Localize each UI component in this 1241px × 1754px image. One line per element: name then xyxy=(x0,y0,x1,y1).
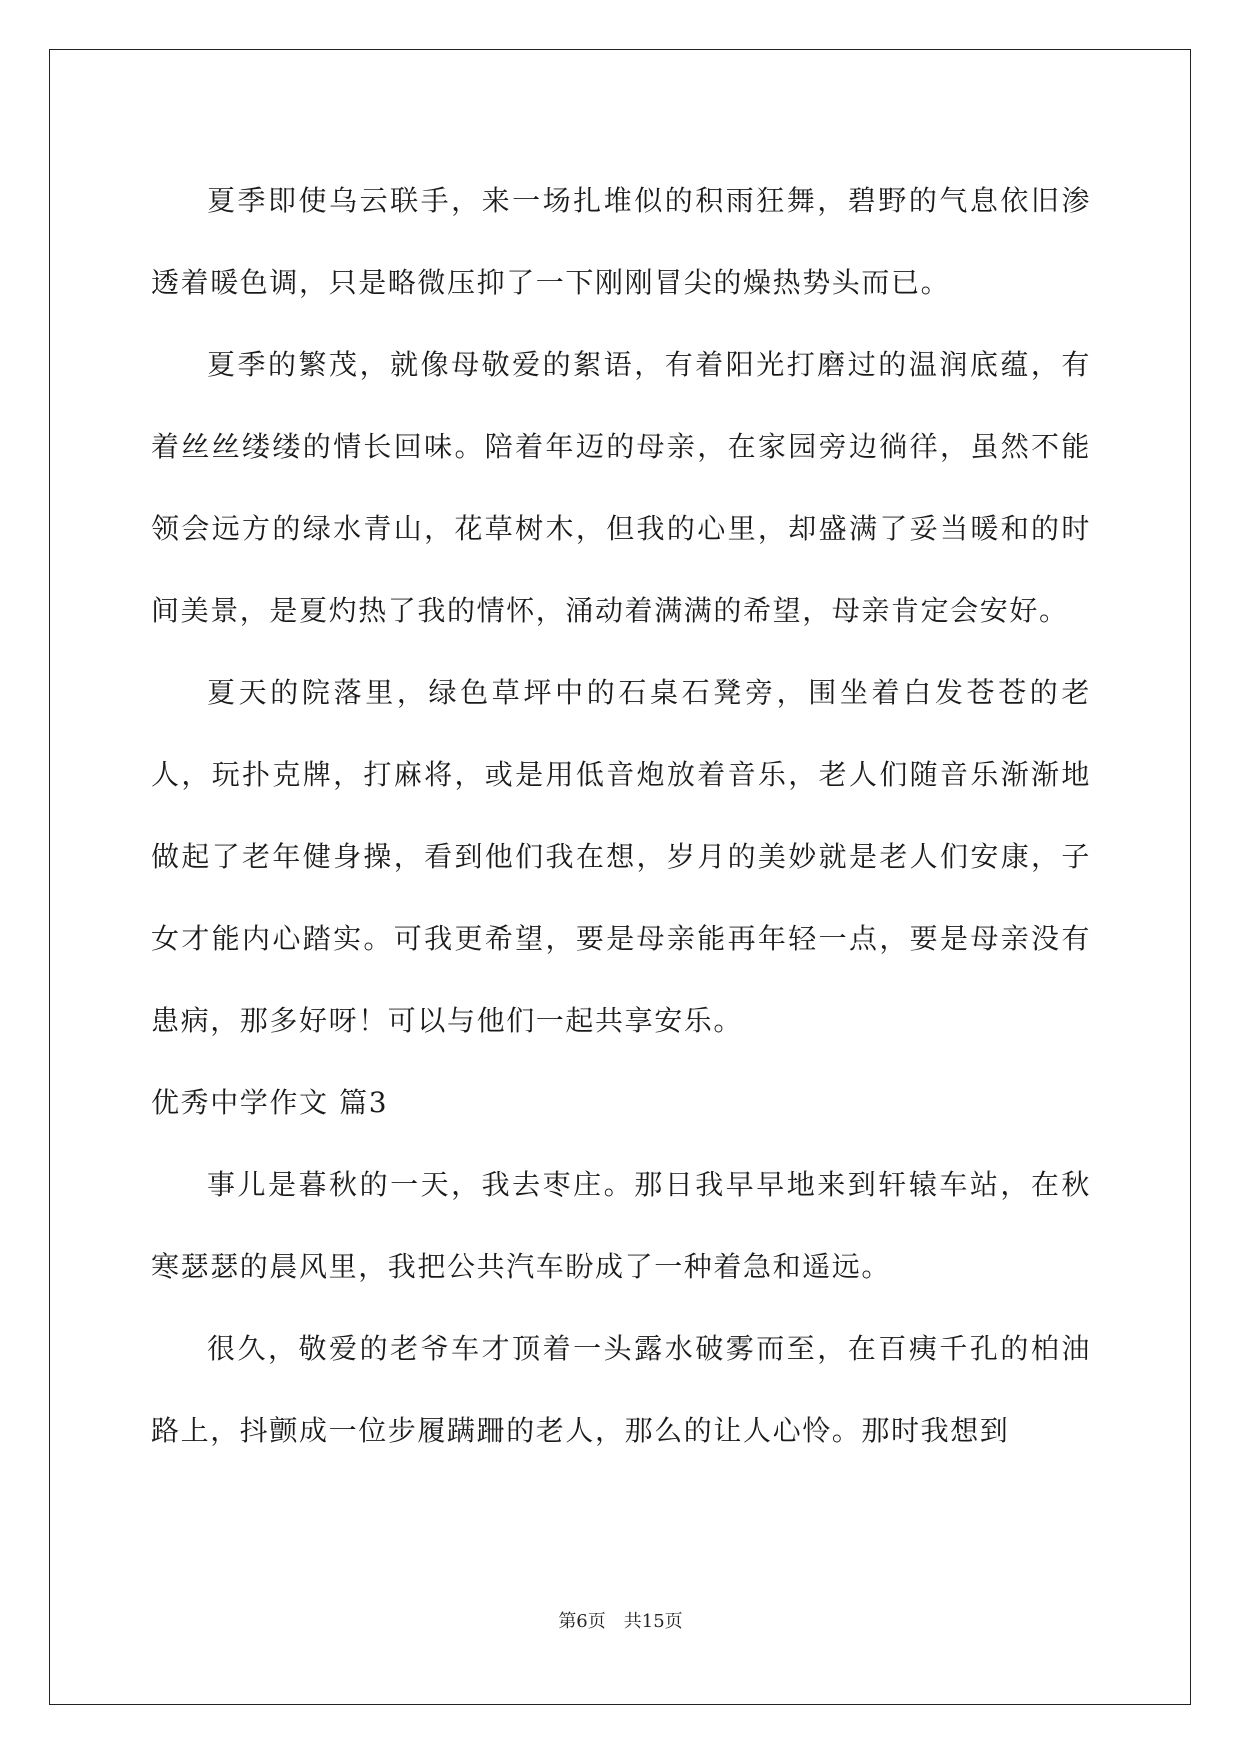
paragraph: 很久，敬爱的老爷车才顶着一头露水破雾而至，在百痍千孔的柏油路上，抖颤成一位步履蹒跚的老人，那么的让人心怜。那时我想到 xyxy=(151,1332,1091,1447)
paragraph: 夏天的院落里，绿色草坪中的石桌石凳旁，围坐着白发苍苍的老人，玩扑克牌，打麻将，或是用低音炮放着音乐，老人们随音乐渐渐地做起了老年健身操，看到他们我在想，岁月的美妙就是老人们安康，子女才能内心踏实。可我更希望，要是母亲能再年轻一点，要是母亲没有患病，那多好呀！可以与他们一起共享安乐。 xyxy=(151,676,1091,1037)
page-total: 共15页 xyxy=(623,1611,683,1632)
section-heading: 优秀中学作文 篇3 xyxy=(151,1086,389,1119)
paragraph: 夏季的繁茂，就像母敬爱的絮语，有着阳光打磨过的温润底蕴，有着丝丝缕缕的情长回味。陪着年迈的母亲，在家园旁边徜徉，虽然不能领会远方的绿水青山，花草树木，但我的心里，却盛满了妥当暖和的时间美景，是夏灼热了我的情怀，涌动着满满的希望，母亲肯定会安好。 xyxy=(151,348,1091,627)
document-body xyxy=(151,160,1091,1472)
page-footer xyxy=(0,1607,1241,1633)
page-number: 第6页 xyxy=(558,1611,606,1632)
paragraph: 夏季即使乌云联手，来一场扎堆似的积雨狂舞，碧野的气息依旧渗透着暖色调，只是略微压抑了一下刚刚冒尖的燥热势头而已。 xyxy=(151,184,1091,299)
paragraph: 事儿是暮秋的一天，我去枣庄。那日我早早地来到轩辕车站，在秋寒瑟瑟的晨风里，我把公共汽车盼成了一种着急和遥远。 xyxy=(151,1168,1091,1283)
